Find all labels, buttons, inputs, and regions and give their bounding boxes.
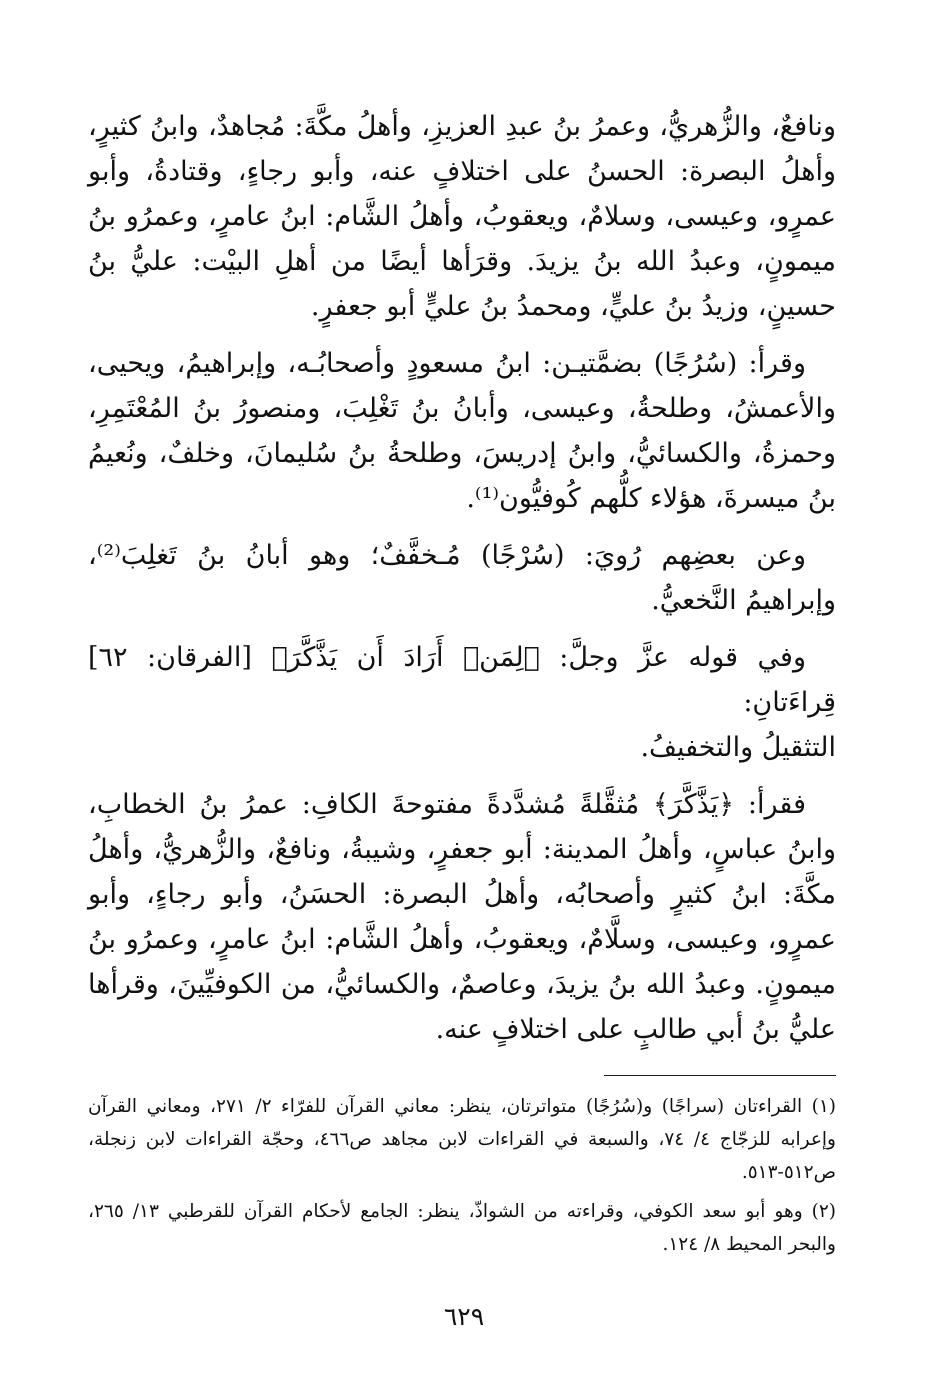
reading-first-line-text: مُثقَّلةً مُشدَّدةً مفتوحةَ الكافِ: عمرُ بنُ الخطابِ، وابنُ bbox=[88, 789, 836, 865]
page-number: ٦٢٩ bbox=[443, 1302, 485, 1331]
reading-readers-text: عباسٍ، وأهلُ المدينة: أبو جعفرٍ، وشيبةُ، ونافعٌ، والزُّهريُّ، وأهلُ مكَّةَ: ابنُ كثيرٍ وأصحابُه، وأهلُ البصرة: الحسَنُ، وأبو رجاءٍ، وأبو عمرٍو، وعيسى، وسلَّامٌ، ويعقوبُ، وأهلُ الشَّام: ابنُ عامرٍ، وعمرُو بنُ ميمونٍ. وعبدُ الله بنُ يزيدَ، وعاصمٌ، والكسائيُّ، من الكوفيِّينَ، وقرأها عليُّ بنُ أبي طالبٍ على اختلافٍ عنه. bbox=[88, 834, 836, 1045]
reading-intro-text: فقرأ: bbox=[734, 789, 806, 820]
footnote-1: (١) القراءتان (سراجًا) و(سُرُجًا) متواترتان، ينظر: معاني القرآن للفرّاء ٢/ ٢٧١، ومعاني القرآن وإعرابه للزجّاج ٤/ ٧٤، والسبعة في القراءات لابن مجاهد ص٤٦٦، وحجّة القراءات لابن زنجلة، ص٥١٢-٥١٣. bbox=[88, 1096, 837, 1183]
two-readings-label: التثقيلُ والتخفيفُ. bbox=[640, 732, 836, 763]
verse-reference-text: [الفرقان: ٦٢] قِراءَتانِ: bbox=[88, 642, 836, 718]
main-text bbox=[88, 104, 836, 1064]
footnotes bbox=[88, 1090, 836, 1267]
quran-verse: ﴿لِمَنۡ أَرَادَ أَن يَذَّكَّرَ﴾ bbox=[271, 642, 540, 673]
verse-intro-text: وفي قوله عزَّ وجلَّ: bbox=[539, 642, 807, 673]
paragraph-surjan-reading: وعن بعضِهم رُويَ: (سُرْجًا) مُـخفَّفٌ؛ وهو أبانُ بنُ تَغلِبَ⁽²⁾، وإبراهيمُ النَّخعيُّ. bbox=[88, 540, 836, 616]
footnote-separator bbox=[604, 1075, 836, 1076]
paragraph-yaddakkara-readers bbox=[88, 782, 836, 1052]
quran-word: ﴿يَذَّكَّرَ﴾ bbox=[653, 789, 735, 820]
paragraph-verse-two-readings bbox=[88, 635, 836, 770]
paragraph-readers-continued: ونافعٌ، والزُّهريُّ، وعمرُ بنُ عبدِ العزيزِ، وأهلُ مكَّةَ: مُجاهدٌ، وابنُ كثيرٍ، وأهلُ البصرة: الحسنُ على اختلافٍ عنه، وأبو رجاءٍ، وقتادةُ، وأبو عمرٍو، وعيسى، وسلامٌ، ويعقوبُ، وأهلُ الشَّام: ابنُ عامرٍ، وعمرُو بنُ ميمونٍ، وعبدُ الله بنُ يزيدَ. وقرَأها أيضًا من أهلِ البيْت: عليُّ بنُ حسينٍ، وزيدُ بنُ عليٍّ، ومحمدُ بنُ عليٍّ أبو جعفرٍ. bbox=[88, 111, 836, 322]
paragraph-surujan-reading: وقرأ: (سُرُجًا) بضمَّتيـن: ابنُ مسعودٍ وأصحابُـه، وإبراهيمُ، ويحيى، والأعمشُ، وطلحةُ، وعيسى، وأبانُ بنُ تَغْلِبَ، ومنصورُ بنُ المُعْتَمِرِ، وحمزةُ، والكسائيُّ، وابنُ إدريسَ، وطلحةُ بنُ سُليمانَ، وخلفٌ، ونُعيمُ بنُ ميسرةَ، هؤلاء كلُّهم كُوفيُّون⁽¹⁾. bbox=[88, 348, 836, 514]
footnote-2: (٢) وهو أبو سعد الكوفي، وقراءته من الشواذّ، ينظر: الجامع لأحكام القرآن للقرطبي ١٣/ ٢٦٥، والبحر المحيط ٨/ ١٢٤. bbox=[88, 1201, 836, 1255]
